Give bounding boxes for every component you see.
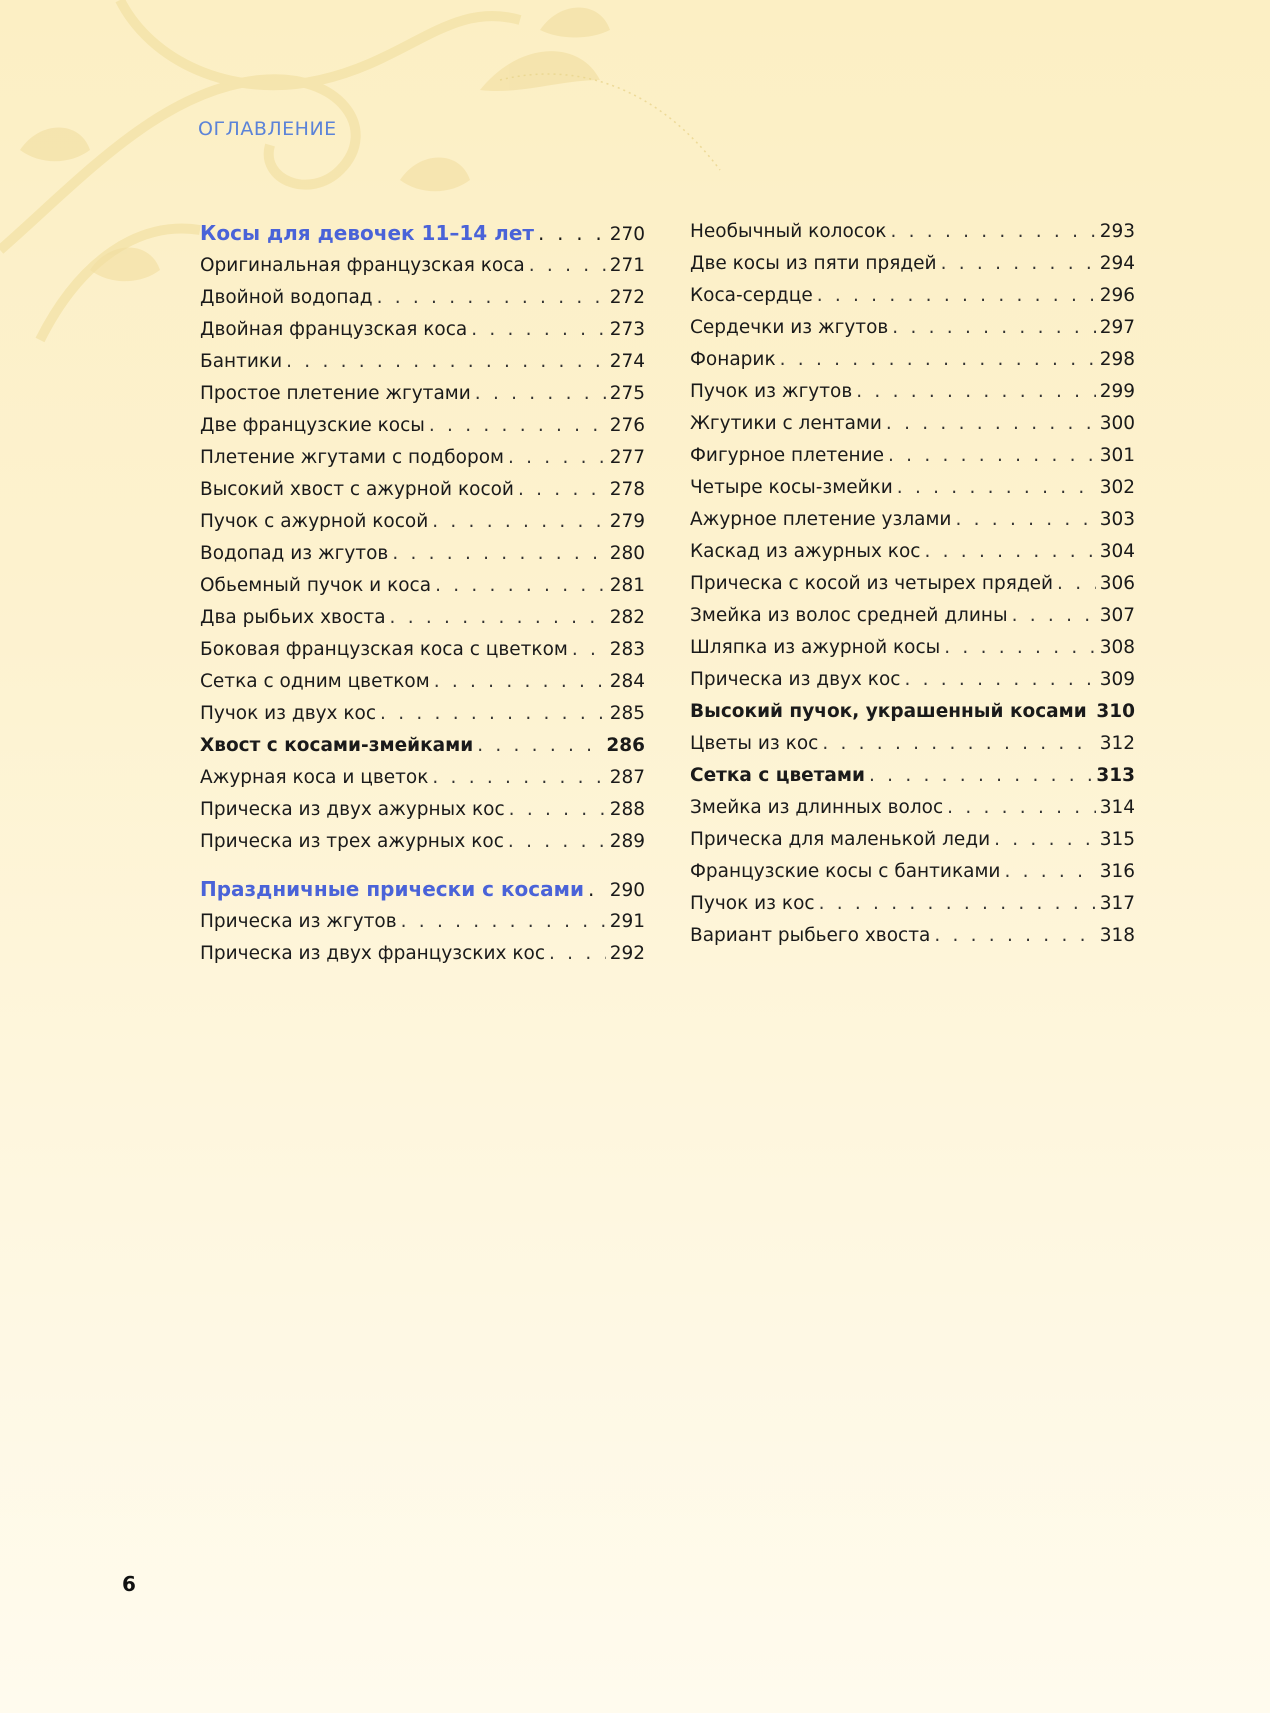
toc-entry[interactable] — [690, 696, 1135, 728]
toc-entry[interactable] — [690, 792, 1135, 824]
toc-entry-title: Прическа из двух французских кос — [200, 943, 545, 964]
dot-leader — [401, 906, 606, 938]
toc-entry-title: Оригинальная французская коса — [200, 255, 525, 276]
toc-entry[interactable] — [690, 664, 1135, 696]
toc-entry-title: Змейка из длинных волос — [690, 797, 944, 818]
toc-entry[interactable] — [200, 634, 645, 666]
toc-entry[interactable] — [200, 250, 645, 282]
toc-entry-page: 282 — [609, 607, 645, 628]
toc-entry-title: Прическа из двух кос — [690, 669, 901, 690]
toc-entry-page: 315 — [1099, 829, 1135, 850]
toc-section-heading[interactable] — [200, 216, 645, 250]
toc-entry-title: Сердечки из жгутов — [690, 317, 889, 338]
toc-entry-page: 279 — [609, 511, 645, 532]
toc-entry-page: 297 — [1099, 317, 1135, 338]
toc-entry-page: 277 — [609, 447, 645, 468]
toc-entry-page: 298 — [1099, 349, 1135, 370]
dot-leader — [890, 216, 1095, 248]
toc-entry[interactable] — [690, 248, 1135, 280]
dot-leader — [508, 442, 606, 474]
toc-entry-page: 317 — [1099, 893, 1135, 914]
toc-entry[interactable] — [690, 216, 1135, 248]
dot-leader — [924, 536, 1095, 568]
toc-entry[interactable] — [690, 632, 1135, 664]
toc-entry[interactable] — [200, 938, 645, 970]
toc-entry-page: 285 — [609, 703, 645, 724]
toc-entry[interactable] — [690, 568, 1135, 600]
toc-entry-title: Прическа с косой из четырех прядей — [690, 573, 1054, 594]
toc-entry-title: Цветы из кос — [690, 733, 819, 754]
toc-entry-title: Фигурное плетение — [690, 445, 884, 466]
toc-entry[interactable] — [200, 794, 645, 826]
toc-entry-page: 276 — [609, 415, 645, 436]
dot-leader — [588, 872, 606, 906]
toc-entry-page: 313 — [1096, 765, 1135, 786]
dot-leader — [892, 312, 1095, 344]
toc-entry-title: Шляпка из ажурной косы — [690, 637, 941, 658]
toc-entry-page: 271 — [609, 255, 645, 276]
toc-entry-page: 296 — [1099, 285, 1135, 306]
toc-entry[interactable] — [200, 474, 645, 506]
dot-leader — [390, 602, 606, 634]
toc-entry[interactable] — [690, 728, 1135, 760]
toc-entry-page: 304 — [1099, 541, 1135, 562]
dot-leader — [822, 728, 1095, 760]
dot-leader — [819, 888, 1096, 920]
dot-leader — [944, 632, 1095, 664]
dot-leader — [432, 506, 605, 538]
toc-entry[interactable] — [690, 344, 1135, 376]
dot-leader — [934, 920, 1095, 952]
toc-entry[interactable] — [690, 600, 1135, 632]
dot-leader — [377, 282, 606, 314]
toc-entry[interactable] — [200, 410, 645, 442]
toc-entry-title: Ажурное плетение узлами — [690, 509, 952, 530]
toc-entry-page: 289 — [609, 831, 645, 852]
toc-entry[interactable] — [200, 762, 645, 794]
toc-entry-title: Фонарик — [690, 349, 776, 370]
toc-entry[interactable] — [200, 506, 645, 538]
toc-entry-page: 293 — [1099, 221, 1135, 242]
dot-leader — [549, 938, 606, 970]
toc-entry-title: Две косы из пяти прядей — [690, 253, 937, 274]
dot-leader — [941, 248, 1096, 280]
toc-entry-page: 314 — [1099, 797, 1135, 818]
toc-entry[interactable] — [690, 440, 1135, 472]
dot-leader — [856, 376, 1095, 408]
page-number: 6 — [122, 1572, 136, 1596]
page-title: ОГЛАВЛЕНИЕ — [198, 118, 337, 140]
toc-entry-page: 275 — [609, 383, 645, 404]
toc-entry[interactable] — [690, 888, 1135, 920]
dot-leader — [869, 760, 1092, 792]
toc-entry-title: Хвост с косами-змейками — [200, 735, 474, 756]
toc-entry-title: Коса-сердце — [690, 285, 813, 306]
toc-entry-title: Жгутики с лентами — [690, 413, 882, 434]
dot-leader — [955, 504, 1095, 536]
toc-entry-title: Ажурная коса и цветок — [200, 767, 429, 788]
dot-leader — [1004, 856, 1095, 888]
toc-entry-page: 274 — [609, 351, 645, 372]
toc-entry-title: Боковая французская коса с цветком — [200, 639, 568, 660]
dot-leader — [947, 792, 1096, 824]
dot-leader — [434, 666, 606, 698]
dot-leader — [518, 474, 606, 506]
toc-entry-page: 302 — [1099, 477, 1135, 498]
toc-entry[interactable] — [200, 570, 645, 602]
dot-leader — [817, 280, 1096, 312]
dot-leader — [888, 440, 1096, 472]
toc-entry-title: Пучок из жгутов — [690, 381, 853, 402]
toc-entry-page: 301 — [1099, 445, 1135, 466]
toc-entry-title: Высокий пучок, украшенный косами — [690, 701, 1087, 722]
dot-leader — [286, 346, 606, 378]
toc-entry-title: Две французские косы — [200, 415, 425, 436]
toc-entry-page: 280 — [609, 543, 645, 564]
toc-entry-title: Праздничные прически с косами — [200, 877, 585, 901]
dot-leader — [508, 826, 606, 858]
toc-entry-page: 309 — [1099, 669, 1135, 690]
dot-leader — [432, 762, 605, 794]
dot-leader — [780, 344, 1096, 376]
toc-entry-title: Четыре косы-змейки — [690, 477, 893, 498]
dot-leader — [538, 216, 606, 250]
dot-leader — [886, 408, 1096, 440]
dot-leader — [435, 570, 606, 602]
dot-leader — [1012, 600, 1096, 632]
toc-entry[interactable] — [200, 346, 645, 378]
toc-entry-title: Пучок с ажурной косой — [200, 511, 429, 532]
toc-section-heading[interactable] — [200, 872, 645, 906]
toc-left-column — [200, 216, 645, 970]
toc-entry[interactable] — [690, 504, 1135, 536]
toc-entry-page: 292 — [609, 943, 645, 964]
toc-entry-title: Двойной водопад — [200, 287, 373, 308]
toc-entry[interactable] — [200, 378, 645, 410]
toc-entry[interactable] — [200, 698, 645, 730]
toc-entry-title: Прическа из двух ажурных кос — [200, 799, 505, 820]
toc-entry[interactable] — [200, 906, 645, 938]
dot-leader — [904, 664, 1095, 696]
toc-entry-page: 307 — [1099, 605, 1135, 626]
toc-entry-page: 287 — [609, 767, 645, 788]
toc-entry-title: Вариант рыбьего хвоста — [690, 925, 931, 946]
dot-leader — [471, 314, 605, 346]
toc-entry[interactable] — [200, 666, 645, 698]
toc-entry-page: 270 — [609, 224, 645, 245]
toc-entry-title: Бантики — [200, 351, 283, 372]
toc-entry-title: Прическа из жгутов — [200, 911, 397, 932]
toc-entry-title: Плетение жгутами с подбором — [200, 447, 504, 468]
toc-entry[interactable] — [200, 314, 645, 346]
toc-entry[interactable] — [690, 760, 1135, 792]
toc-entry-title: Два рыбьих хвоста — [200, 607, 386, 628]
dot-leader — [509, 794, 606, 826]
toc-entry[interactable] — [690, 856, 1135, 888]
toc-entry-page: 278 — [609, 479, 645, 500]
toc-entry-title: Косы для девочек 11–14 лет — [200, 221, 534, 245]
toc-entry[interactable] — [200, 282, 645, 314]
toc-entry[interactable] — [690, 376, 1135, 408]
dot-leader — [1091, 696, 1093, 728]
toc-entry[interactable] — [690, 312, 1135, 344]
toc-entry-page: 294 — [1099, 253, 1135, 274]
toc-entry[interactable] — [690, 824, 1135, 856]
toc-entry-title: Обьемный пучок и коса — [200, 575, 432, 596]
dot-leader — [529, 250, 606, 282]
toc-entry-title: Французские косы с бантиками — [690, 861, 1001, 882]
toc-entry-page: 283 — [609, 639, 645, 660]
toc-entry-page: 306 — [1099, 573, 1135, 594]
toc-entry-page: 291 — [609, 911, 645, 932]
toc-entry-page: 290 — [609, 880, 645, 901]
toc-entry[interactable] — [200, 538, 645, 570]
toc-entry[interactable] — [200, 442, 645, 474]
toc-entry-page: 310 — [1096, 701, 1135, 722]
toc-entry-title: Двойная французская коса — [200, 319, 468, 340]
dot-leader — [1057, 568, 1096, 600]
toc-entry-page: 316 — [1099, 861, 1135, 882]
toc-entry[interactable] — [200, 602, 645, 634]
toc-entry-title: Простое плетение жгутами — [200, 383, 471, 404]
dot-leader — [429, 410, 606, 442]
toc-entry[interactable] — [690, 280, 1135, 312]
toc-entry-page: 308 — [1099, 637, 1135, 658]
toc-entry-page: 300 — [1099, 413, 1135, 434]
toc-entry-title: Прическа из трех ажурных кос — [200, 831, 504, 852]
dot-leader — [994, 824, 1096, 856]
toc-entry-title: Высокий хвост с ажурной косой — [200, 479, 514, 500]
toc-entry-title: Водопад из жгутов — [200, 543, 389, 564]
toc-entry-page: 272 — [609, 287, 645, 308]
toc-entry-page: 318 — [1099, 925, 1135, 946]
toc-entry[interactable] — [200, 730, 645, 762]
toc-entry[interactable] — [690, 536, 1135, 568]
toc-entry-page: 312 — [1099, 733, 1135, 754]
toc-entry-title: Каскад из ажурных кос — [690, 541, 921, 562]
dot-leader — [897, 472, 1096, 504]
toc-entry-page: 286 — [606, 735, 645, 756]
toc-entry[interactable] — [690, 472, 1135, 504]
dot-leader — [475, 378, 606, 410]
toc-entry-title: Пучок из кос — [690, 893, 815, 914]
toc-entry[interactable] — [690, 920, 1135, 952]
toc-entry-title: Сетка с одним цветком — [200, 671, 430, 692]
toc-entry-page: 303 — [1099, 509, 1135, 530]
toc-entry-title: Сетка с цветами — [690, 765, 865, 786]
toc-right-column — [690, 216, 1135, 952]
dot-leader — [380, 698, 606, 730]
dot-leader — [477, 730, 602, 762]
toc-entry-title: Прическа для маленькой леди — [690, 829, 991, 850]
toc-entry-title: Змейка из волос средней длины — [690, 605, 1008, 626]
toc-entry-page: 273 — [609, 319, 645, 340]
toc-entry-page: 284 — [609, 671, 645, 692]
toc-entry-title: Необычный колосок — [690, 221, 887, 242]
toc-entry[interactable] — [200, 826, 645, 858]
toc-entry[interactable] — [690, 408, 1135, 440]
toc-entry-page: 281 — [609, 575, 645, 596]
toc-entry-page: 288 — [609, 799, 645, 820]
toc-entry-page: 299 — [1099, 381, 1135, 402]
toc-entry-title: Пучок из двух кос — [200, 703, 377, 724]
dot-leader — [572, 634, 606, 666]
dot-leader — [392, 538, 605, 570]
